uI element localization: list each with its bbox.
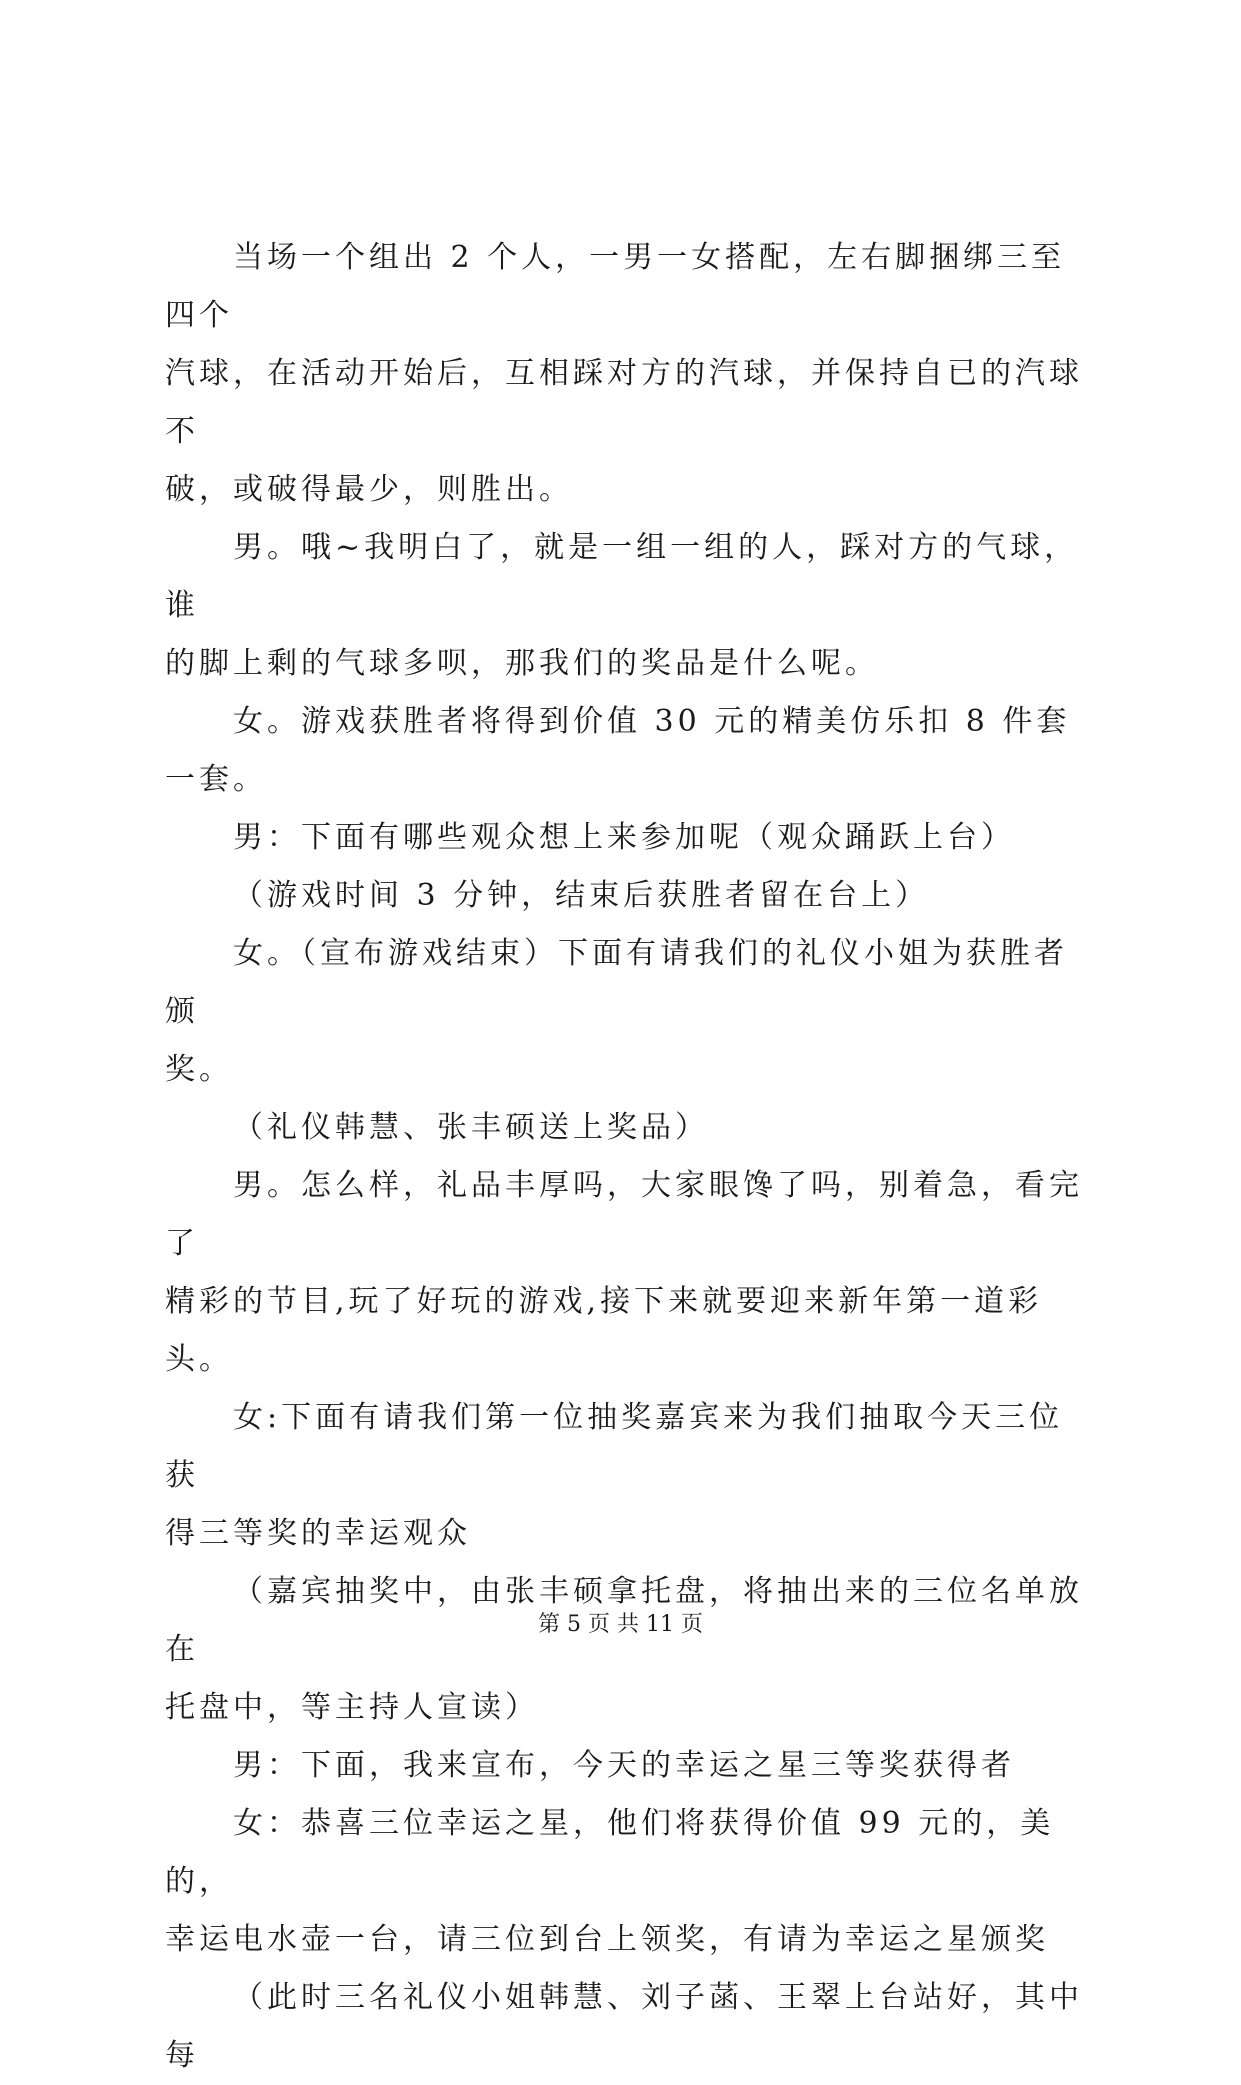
text-line: 男：下面，我来宣布，今天的幸运之星三等奖获得者 bbox=[233, 1748, 1015, 1783]
paragraph bbox=[165, 519, 1085, 693]
text-line: 女:下面有请我们第一位抽奖嘉宾来为我们抽取今天三位获 bbox=[165, 1400, 1064, 1493]
text-line: 幸运电水壶一台，请三位到台上领奖，有请为幸运之星颁奖 bbox=[165, 1922, 1049, 1957]
paragraph bbox=[165, 1795, 1085, 1969]
text-line: （此时三名礼仪小姐韩慧、刘子菡、王翠上台站好，其中每 bbox=[165, 1980, 1083, 2073]
paragraph bbox=[165, 925, 1085, 1099]
text-line: （嘉宾抽奖中，由张丰硕拿托盘，将抽出来的三位名单放在 bbox=[165, 1574, 1083, 1667]
paragraph bbox=[165, 1389, 1085, 1563]
paragraph bbox=[165, 1563, 1085, 1737]
paragraph bbox=[165, 867, 1085, 925]
paragraph bbox=[165, 1157, 1085, 1389]
text-line: 当场一个组出 2 个人，一男一女搭配，左右脚捆绑三至四个 bbox=[165, 240, 1066, 333]
text-line: 破，或破得最少，则胜出。 bbox=[165, 472, 573, 507]
text-line: （游戏时间 3 分钟，结束后获胜者留在台上） bbox=[233, 878, 930, 913]
paragraph bbox=[165, 1969, 1085, 2085]
paragraph bbox=[165, 1099, 1085, 1157]
text-line: 汽球，在活动开始后，互相踩对方的汽球，并保持自已的汽球不 bbox=[165, 356, 1083, 449]
text-line: 男：下面有哪些观众想上来参加呢（观众踊跃上台） bbox=[233, 820, 1015, 855]
text-line: 男。哦~我明白了，就是一组一组的人，踩对方的气球，谁 bbox=[165, 530, 1079, 623]
page-number-label: 第 5 页 共 11 页 bbox=[538, 1612, 703, 1637]
text-line: 女：恭喜三位幸运之星，他们将获得价值 99 元的，美的， bbox=[165, 1806, 1055, 1899]
page-footer bbox=[0, 1610, 1241, 1640]
text-line: 精彩的节目,玩了好玩的游戏,接下来就要迎来新年第一道彩头。 bbox=[165, 1284, 1043, 1377]
paragraph bbox=[165, 809, 1085, 867]
text-line: 的脚上剩的气球多呗，那我们的奖品是什么呢。 bbox=[165, 646, 879, 681]
text-line: 奖。 bbox=[165, 1052, 233, 1087]
text-line: （礼仪韩慧、张丰硕送上奖品） bbox=[233, 1110, 709, 1145]
text-line: 男。怎么样，礼品丰厚吗，大家眼馋了吗，别着急，看完了 bbox=[165, 1168, 1083, 1261]
text-line: 托盘中，等主持人宣读） bbox=[165, 1690, 539, 1725]
document-body bbox=[165, 229, 1085, 2085]
text-line: 得三等奖的幸运观众 bbox=[165, 1516, 471, 1551]
text-line: 女。（宣布游戏结束）下面有请我们的礼仪小姐为获胜者颁 bbox=[165, 936, 1068, 1029]
paragraph bbox=[165, 229, 1085, 519]
text-line: 女。游戏获胜者将得到价值 30 元的精美仿乐扣 8 件套一套。 bbox=[165, 704, 1071, 797]
paragraph bbox=[165, 1737, 1085, 1795]
paragraph bbox=[165, 693, 1085, 809]
